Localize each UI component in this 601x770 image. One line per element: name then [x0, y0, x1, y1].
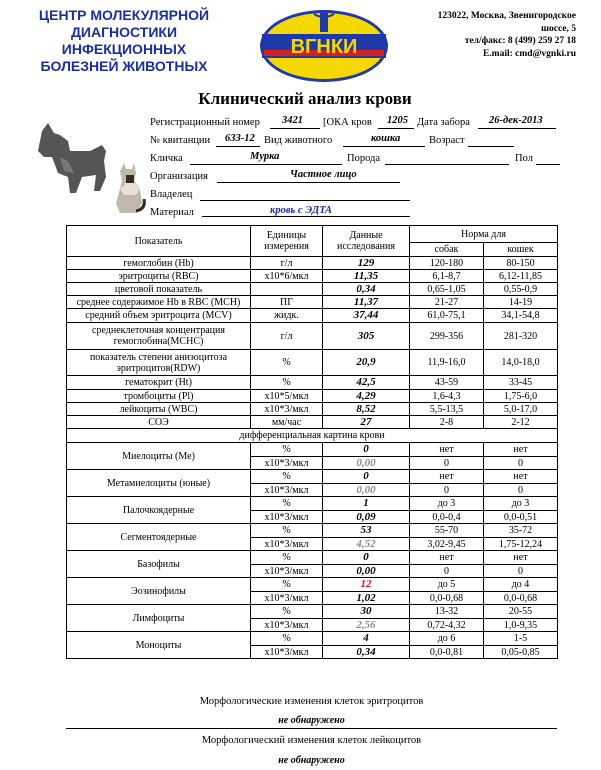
dog-norm-cell: 3,02-9,45 [410, 538, 484, 551]
result-cell: 129 [323, 257, 410, 270]
unit-cell: % [251, 470, 323, 484]
erythrocyte-morphology-title: Морфологические изменения клеток эритроцитов [199, 696, 424, 707]
cat-norm-cell: 0,55-0,9 [484, 283, 558, 296]
result-cell: 1,02 [323, 592, 410, 605]
dog-norm-cell: нет [410, 551, 484, 565]
cat-icon [106, 159, 150, 217]
result-cell: 11,37 [323, 296, 410, 309]
table-row [67, 296, 558, 309]
org-name-line: БОЛЕЗНЕЙ ЖИВОТНЫХ [40, 58, 208, 74]
org-name-line: ЦЕНТР МОЛЕКУЛЯРНОЙ [38, 7, 210, 23]
document-title: Клинический анализ крови [198, 89, 412, 108]
dog-norm-cell: до 5 [410, 578, 484, 592]
unit-cell: % [251, 497, 323, 511]
cat-norm-cell: 14,0-18,0 [484, 350, 558, 376]
organization-value: Частное лицо [290, 169, 357, 180]
table-row [67, 524, 558, 538]
dog-norm-cell: нет [410, 443, 484, 457]
result-cell: 0,00 [323, 457, 410, 470]
material-label: Материал [150, 207, 194, 218]
animal-name-label: Кличка [150, 153, 183, 164]
table-row [67, 470, 558, 484]
table-row [67, 429, 558, 443]
result-cell: 53 [323, 524, 410, 538]
table-row [67, 376, 558, 390]
cat-norm-cell: до 3 [484, 497, 558, 511]
divider [66, 728, 557, 729]
dog-norm-cell: 11,9-16,0 [410, 350, 484, 376]
param-cell: Миелоциты (Ме) [67, 443, 251, 470]
cat-norm-cell: 1-5 [484, 632, 558, 646]
cat-norm-cell: 1,0-9,35 [484, 619, 558, 632]
param-cell: Базофилы [67, 551, 251, 578]
header-unit: Единицы измерения [251, 226, 323, 257]
param-cell: тромбоциты (Pl) [67, 390, 251, 403]
param-cell: Сегментоядерные [67, 524, 251, 551]
unit-cell: x10*6/мкл [251, 270, 323, 283]
unit-cell: x10*3/мкл [251, 646, 323, 659]
cat-norm-cell: 33-45 [484, 376, 558, 390]
dog-norm-cell: до 3 [410, 497, 484, 511]
header-norm: Норма для [410, 226, 558, 243]
cat-norm-cell: 281-320 [484, 323, 558, 350]
cat-norm-cell: 35-72 [484, 524, 558, 538]
cat-norm-cell: 0 [484, 565, 558, 578]
address-line: 123022, Москва, Звенигородское [437, 11, 576, 21]
reg-number-value: 3421 [282, 115, 303, 126]
unit-cell: % [251, 443, 323, 457]
cat-norm-cell: 6,12-11,85 [484, 270, 558, 283]
param-cell: среднее содержимое Hb в RBC (MCH) [67, 296, 251, 309]
param-cell: цветовой показатель [67, 283, 251, 296]
contact-info [392, 10, 576, 60]
table-row [67, 578, 558, 592]
result-cell: 0 [323, 470, 410, 484]
result-cell: 1 [323, 497, 410, 511]
material-value: кровь с ЭДТА [270, 205, 332, 216]
result-cell: 0,34 [323, 646, 410, 659]
dog-norm-cell: 0,0-0,4 [410, 511, 484, 524]
table-row [67, 403, 558, 416]
receipt-value: 633-12 [225, 133, 255, 144]
cat-norm-cell: 0 [484, 457, 558, 470]
dog-norm-cell: 43-59 [410, 376, 484, 390]
header-data: Данные исследования [323, 226, 410, 257]
dog-norm-cell: 0,65-1,05 [410, 283, 484, 296]
table-row [67, 283, 558, 296]
table-row [67, 443, 558, 457]
org-name-line: ДИАГНОСТИКИ [70, 24, 178, 40]
unit-cell: % [251, 551, 323, 565]
param-cell: гемоглобин (Hb) [67, 257, 251, 270]
blood-analysis-table [66, 225, 558, 659]
dog-norm-cell: до 6 [410, 632, 484, 646]
result-cell: 305 [323, 323, 410, 350]
oka-label: [ОКА кров [323, 117, 372, 128]
cat-norm-cell: до 4 [484, 578, 558, 592]
cat-norm-cell: 0,05-0,85 [484, 646, 558, 659]
species-label: Вид животного [264, 135, 333, 146]
dog-norm-cell: 1,6-4,3 [410, 390, 484, 403]
result-cell: 37,44 [323, 309, 410, 323]
result-cell: 0,00 [323, 565, 410, 578]
unit-cell: % [251, 350, 323, 376]
dog-icon [30, 117, 114, 199]
dog-norm-cell: 13-32 [410, 605, 484, 619]
oka-value: 1205 [387, 115, 408, 126]
table-row [67, 390, 558, 403]
animal-name-value: Мурка [250, 151, 280, 162]
species-value: кошка [371, 133, 401, 144]
unit-cell: x10*3/мкл [251, 538, 323, 551]
unit-cell: % [251, 632, 323, 646]
org-name-line: ИНФЕКЦИОННЫХ [61, 41, 187, 57]
unit-cell: x10*3/мкл [251, 403, 323, 416]
logo-text: ВГНКИ [290, 36, 358, 58]
dog-norm-cell: 0,0-0,81 [410, 646, 484, 659]
param-cell: лейкоциты (WBC) [67, 403, 251, 416]
cat-norm-cell: 0,0-0,51 [484, 511, 558, 524]
unit-cell: x10*3/мкл [251, 511, 323, 524]
dog-norm-cell: 299-356 [410, 323, 484, 350]
dog-norm-cell: 120-180 [410, 257, 484, 270]
breed-label: Порода [347, 153, 381, 164]
cat-norm-cell: 0,0-0,68 [484, 592, 558, 605]
result-cell: 4,29 [323, 390, 410, 403]
result-cell: 2,56 [323, 619, 410, 632]
leukocyte-morphology-value: не обнаружено [278, 755, 345, 766]
dog-norm-cell: 0,72-4,32 [410, 619, 484, 632]
result-cell: 4 [323, 632, 410, 646]
differential-title: дифференциальная картина крови [67, 429, 558, 443]
unit-cell: ПГ [251, 296, 323, 309]
cat-norm-cell: 14-19 [484, 296, 558, 309]
unit-cell: жидк. [251, 309, 323, 323]
header-cats: кошек [484, 243, 558, 257]
unit-cell [251, 283, 323, 296]
table-row [67, 270, 558, 283]
dog-norm-cell: нет [410, 470, 484, 484]
unit-cell: x10*5/мкл [251, 390, 323, 403]
result-cell: 8,52 [323, 403, 410, 416]
unit-cell: x10*3/мкл [251, 592, 323, 605]
unit-cell: мм/час [251, 416, 323, 429]
result-cell: 30 [323, 605, 410, 619]
param-cell: Эозинофилы [67, 578, 251, 605]
unit-cell: % [251, 376, 323, 390]
cat-norm-cell: 80-150 [484, 257, 558, 270]
table-row [67, 350, 558, 376]
result-cell: 0 [323, 551, 410, 565]
table-row [67, 309, 558, 323]
param-cell: средний объем эритроцита (MCV) [67, 309, 251, 323]
cat-norm-cell: 34,1-54,8 [484, 309, 558, 323]
result-cell: 11,35 [323, 270, 410, 283]
param-cell: Палочкоядерные [67, 497, 251, 524]
table-row [67, 632, 558, 646]
param-cell: Метамиелоциты (юные) [67, 470, 251, 497]
dog-norm-cell: 0,0-0,68 [410, 592, 484, 605]
result-cell: 0,34 [323, 283, 410, 296]
table-row [67, 605, 558, 619]
dog-norm-cell: 0 [410, 457, 484, 470]
table-row [67, 551, 558, 565]
header-param: Показатель [67, 226, 251, 257]
date-value: 26-дек-2013 [489, 115, 543, 126]
result-cell: 4,52 [323, 538, 410, 551]
cat-norm-cell: нет [484, 470, 558, 484]
cat-norm-cell: 5,0-17,0 [484, 403, 558, 416]
unit-cell: x10*3/мкл [251, 484, 323, 497]
table-row [67, 257, 558, 270]
unit-cell: % [251, 578, 323, 592]
result-cell: 27 [323, 416, 410, 429]
organization-label: Организация [150, 171, 208, 182]
param-cell: показатель степени анизоцитоза эритроцитов(RDW) [67, 350, 251, 376]
vgnki-logo [258, 6, 390, 84]
unit-cell: x10*3/мкл [251, 619, 323, 632]
address-line: шоссе, 5 [540, 23, 576, 34]
header-dogs: собак [410, 243, 484, 257]
leukocyte-morphology-title: Морфологический изменения клеток лейкоцитов [201, 735, 422, 746]
dog-norm-cell: 21-27 [410, 296, 484, 309]
param-cell: Лимфоциты [67, 605, 251, 632]
result-cell: 0 [323, 443, 410, 457]
dog-norm-cell: 6,1-8,7 [410, 270, 484, 283]
result-cell: 0,00 [323, 484, 410, 497]
age-label: Возраст [429, 135, 465, 146]
unit-cell: % [251, 605, 323, 619]
result-cell: 20,9 [323, 350, 410, 376]
sex-label: Пол [515, 153, 533, 164]
unit-cell: г/л [251, 323, 323, 350]
cat-norm-cell: 2-12 [484, 416, 558, 429]
cat-norm-cell: нет [484, 551, 558, 565]
dog-norm-cell: 2-8 [410, 416, 484, 429]
erythrocyte-morphology-value: не обнаружено [278, 715, 345, 726]
reg-number-label: Регистрационный номер [150, 117, 260, 128]
phone-fax: тел/факс: 8 (499) 259 27 18 [464, 36, 576, 46]
result-cell: 42,5 [323, 376, 410, 390]
param-cell: гематокрит (Ht) [67, 376, 251, 390]
unit-cell: x10*3/мкл [251, 565, 323, 578]
table-row [67, 416, 558, 429]
param-cell: эритроциты (RBC) [67, 270, 251, 283]
table-row [67, 497, 558, 511]
dog-norm-cell: 61,0-75,1 [410, 309, 484, 323]
cat-norm-cell: нет [484, 443, 558, 457]
table-row [67, 323, 558, 350]
result-cell: 12 [323, 578, 410, 592]
param-cell: среднеклеточная концентрация гемоглобина(MCHC) [67, 323, 251, 350]
unit-cell: % [251, 524, 323, 538]
unit-cell: x10*3/мкл [251, 457, 323, 470]
cat-norm-cell: 0 [484, 484, 558, 497]
owner-label: Владелец [150, 189, 193, 200]
cat-norm-cell: 1,75-12,24 [484, 538, 558, 551]
result-cell: 0,09 [323, 511, 410, 524]
date-label: Дата забора [417, 117, 470, 128]
dog-norm-cell: 5,5-13,5 [410, 403, 484, 416]
param-cell: СОЭ [67, 416, 251, 429]
dog-norm-cell: 55-70 [410, 524, 484, 538]
email: E.mail: cmd@vgnki.ru [482, 48, 576, 59]
cat-norm-cell: 20-55 [484, 605, 558, 619]
cat-norm-cell: 1,75-6,0 [484, 390, 558, 403]
receipt-label: № квитанции [150, 135, 211, 146]
dog-norm-cell: 0 [410, 565, 484, 578]
param-cell: Моноциты [67, 632, 251, 659]
unit-cell: г/л [251, 257, 323, 270]
dog-norm-cell: 0 [410, 484, 484, 497]
organization-name [8, 7, 240, 75]
